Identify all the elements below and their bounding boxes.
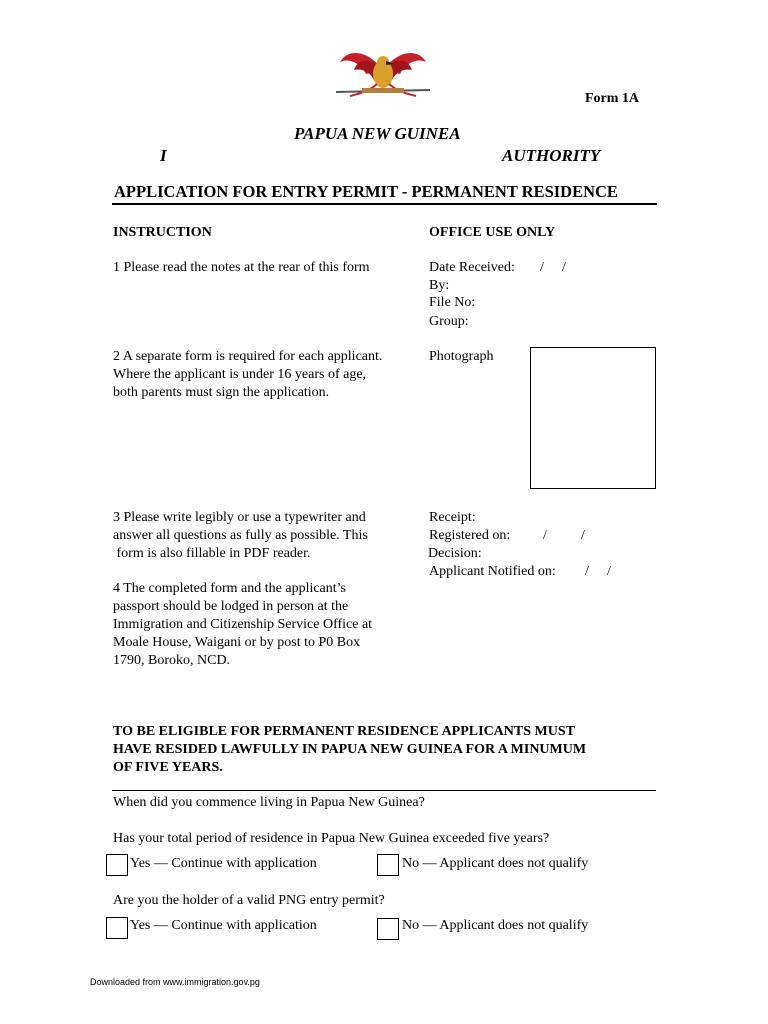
group-label: Group: [429, 314, 469, 329]
instruction-line: 2 A separate form is required for each applicant. [113, 349, 383, 364]
question-entry-permit: Are you the holder of a valid PNG entry permit? [113, 893, 385, 908]
country-title: PAPUA NEW GUINEA [294, 124, 461, 143]
authority-initial: I [160, 146, 167, 165]
instruction-line: form is also fillable in PDF reader. [113, 546, 311, 561]
eligibility-line: TO BE ELIGIBLE FOR PERMANENT RESIDENCE APPLICANTS MUST [113, 724, 575, 739]
eligibility-notice [113, 723, 586, 777]
instruction-line: Where the applicant is under 16 years of age, [113, 367, 367, 382]
question-commence: When did you commence living in Papua New Guinea? [113, 795, 425, 810]
date-slash: / [581, 528, 585, 543]
instruction-item-1 [113, 259, 370, 277]
instruction-line: 1790, Boroko, NCD. [113, 653, 231, 668]
date-slash: / [540, 260, 544, 275]
file-no-label: File No: [429, 295, 476, 310]
instruction-line: passport should be lodged in person at the [113, 599, 349, 614]
permit-yes-checkbox[interactable] [106, 917, 128, 939]
receipt-label: Receipt: [429, 510, 476, 525]
section-divider [112, 790, 656, 791]
date-slash: / [585, 564, 589, 579]
download-source-footer: Downloaded from www.immigration.gov.pg [90, 977, 260, 987]
instruction-item-3 [113, 509, 368, 563]
residence-no-label: No — Applicant does not qualify [402, 856, 589, 871]
instruction-item-4 [113, 580, 372, 670]
instruction-heading: INSTRUCTION [113, 225, 212, 240]
applicant-notified-label: Applicant Notified on: [429, 564, 556, 579]
registered-on-label: Registered on: [429, 528, 511, 543]
instruction-line: answer all questions as fully as possible. This [113, 528, 368, 543]
office-use-heading: OFFICE USE ONLY [429, 225, 556, 240]
permit-no-checkbox[interactable] [377, 918, 399, 940]
instruction-line: Immigration and Citizenship Service Office at [113, 617, 373, 632]
instruction-line: Moale House, Waigani or by post to P0 Box [113, 635, 361, 650]
eligibility-line: HAVE RESIDED LAWFULLY IN PAPUA NEW GUINEA FOR A MINUMUM [113, 742, 587, 757]
date-slash: / [562, 260, 566, 275]
instruction-line: 4 The completed form and the applicant’s [113, 581, 347, 596]
permit-yes-label: Yes — Continue with application [130, 918, 317, 933]
png-emblem-icon [328, 40, 438, 104]
page-title: APPLICATION FOR ENTRY PERMIT - PERMANENT RESIDENCE [114, 182, 618, 201]
date-slash: / [607, 564, 611, 579]
permit-no-label: No — Applicant does not qualify [402, 918, 589, 933]
form-number: Form 1A [585, 91, 640, 106]
eligibility-line: OF FIVE YEARS. [113, 760, 223, 775]
date-slash: / [543, 528, 547, 543]
by-label: By: [429, 278, 450, 293]
photograph-label: Photograph [429, 349, 494, 364]
instruction-item-2 [113, 348, 382, 402]
question-residence-period: Has your total period of residence in Papua New Guinea exceeded five years? [113, 831, 550, 846]
instruction-line: both parents must sign the application. [113, 385, 330, 400]
decision-label: Decision: [428, 546, 482, 561]
residence-no-checkbox[interactable] [377, 854, 399, 876]
instruction-line: 1 Please read the notes at the rear of this form [113, 260, 370, 275]
title-underline [112, 203, 657, 205]
instruction-line: 3 Please write legibly or use a typewriter and [113, 510, 366, 525]
residence-yes-checkbox[interactable] [106, 854, 128, 876]
authority-word: AUTHORITY [502, 146, 601, 165]
date-received-label: Date Received: [429, 260, 515, 275]
photograph-box[interactable] [530, 347, 656, 489]
residence-yes-label: Yes — Continue with application [130, 856, 317, 871]
